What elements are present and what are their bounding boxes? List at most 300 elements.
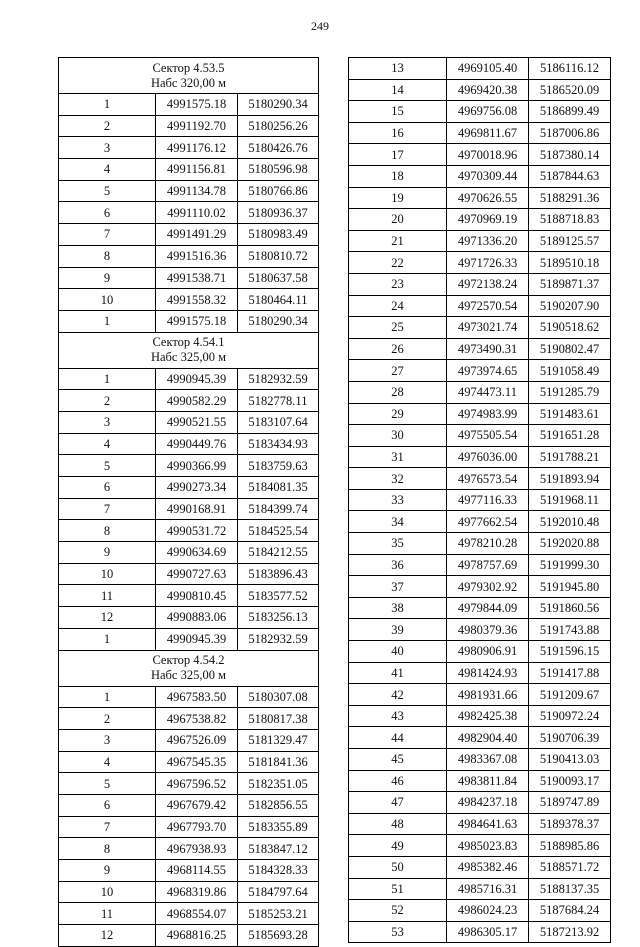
sector-header <box>59 58 319 94</box>
coordinate-y: 5191743.88 <box>529 619 611 641</box>
table-row <box>349 425 611 447</box>
coordinate-x: 4991516.36 <box>156 245 238 267</box>
table-row <box>59 411 319 433</box>
coordinate-x: 4981931.66 <box>447 684 529 706</box>
table-row <box>349 900 611 922</box>
sector-header-row <box>59 58 319 94</box>
coordinate-x: 4972138.24 <box>447 273 529 295</box>
coordinate-y: 5188718.83 <box>529 209 611 231</box>
coordinate-y: 5191058.49 <box>529 360 611 382</box>
point-number: 39 <box>349 619 447 641</box>
coordinate-y: 5191651.28 <box>529 425 611 447</box>
coordinate-x: 4967583.50 <box>156 686 238 708</box>
point-number: 4 <box>59 751 156 773</box>
point-number: 46 <box>349 770 447 792</box>
coordinate-y: 5180307.08 <box>238 686 319 708</box>
coordinate-y: 5180290.34 <box>238 310 319 332</box>
table-row <box>59 585 319 607</box>
table-row <box>349 684 611 706</box>
table-row <box>59 542 319 564</box>
point-number: 37 <box>349 576 447 598</box>
coordinates-table-left <box>58 57 319 947</box>
point-number: 22 <box>349 252 447 274</box>
table-row <box>349 165 611 187</box>
point-number: 1 <box>59 368 156 390</box>
point-number: 17 <box>349 144 447 166</box>
table-row <box>349 381 611 403</box>
coordinate-x: 4991538.71 <box>156 267 238 289</box>
coordinate-x: 4979302.92 <box>447 576 529 598</box>
point-number: 5 <box>59 773 156 795</box>
table-row <box>349 360 611 382</box>
coordinate-y: 5191483.61 <box>529 403 611 425</box>
coordinate-x: 4976573.54 <box>447 468 529 490</box>
coordinate-y: 5187006.86 <box>529 122 611 144</box>
coordinate-x: 4978210.28 <box>447 533 529 555</box>
table-row <box>59 433 319 455</box>
coordinate-x: 4967793.70 <box>156 816 238 838</box>
coordinate-y: 5184525.54 <box>238 520 319 542</box>
point-number: 29 <box>349 403 447 425</box>
coordinate-y: 5191788.21 <box>529 446 611 468</box>
coordinate-x: 4969420.38 <box>447 79 529 101</box>
point-number: 7 <box>59 816 156 838</box>
point-number: 8 <box>59 838 156 860</box>
table-row <box>59 628 319 650</box>
point-number: 26 <box>349 338 447 360</box>
table-row <box>349 187 611 209</box>
table-row <box>59 310 319 332</box>
point-number: 9 <box>59 267 156 289</box>
table-row <box>59 159 319 181</box>
point-number: 21 <box>349 230 447 252</box>
coordinate-y: 5192010.48 <box>529 511 611 533</box>
coordinate-x: 4973490.31 <box>447 338 529 360</box>
coordinate-y: 5189747.89 <box>529 792 611 814</box>
coordinate-y: 5190802.47 <box>529 338 611 360</box>
point-number: 14 <box>349 79 447 101</box>
table-row <box>59 607 319 629</box>
coordinate-y: 5182932.59 <box>238 368 319 390</box>
point-number: 6 <box>59 477 156 499</box>
coordinate-x: 4991558.32 <box>156 289 238 311</box>
point-number: 12 <box>59 607 156 629</box>
point-number: 15 <box>349 101 447 123</box>
coordinate-x: 4990168.91 <box>156 498 238 520</box>
coordinate-x: 4991192.70 <box>156 115 238 137</box>
point-number: 5 <box>59 180 156 202</box>
table-row <box>59 708 319 730</box>
table-row <box>349 79 611 101</box>
table-row <box>59 368 319 390</box>
table-row <box>59 751 319 773</box>
table-row <box>349 576 611 598</box>
sector-name: Сектор 4.54.2 <box>152 653 225 667</box>
point-number: 9 <box>59 860 156 882</box>
coordinate-y: 5184212.55 <box>238 542 319 564</box>
table-row <box>349 619 611 641</box>
coordinates-table-right <box>348 57 611 943</box>
point-number: 10 <box>59 563 156 585</box>
table-row <box>349 468 611 490</box>
coordinate-x: 4985716.31 <box>447 878 529 900</box>
table-row <box>349 749 611 771</box>
point-number: 49 <box>349 835 447 857</box>
table-row <box>59 289 319 311</box>
point-number: 48 <box>349 813 447 835</box>
point-number: 35 <box>349 533 447 555</box>
coordinate-x: 4979844.09 <box>447 597 529 619</box>
point-number: 51 <box>349 878 447 900</box>
point-number: 52 <box>349 900 447 922</box>
coordinate-y: 5180290.34 <box>238 94 319 116</box>
table-row <box>59 498 319 520</box>
coordinate-y: 5180596.98 <box>238 159 319 181</box>
coordinate-y: 5191860.56 <box>529 597 611 619</box>
sector-header-row <box>59 650 319 686</box>
coordinate-y: 5191893.94 <box>529 468 611 490</box>
point-number: 27 <box>349 360 447 382</box>
coordinate-x: 4973021.74 <box>447 317 529 339</box>
table-row <box>59 563 319 585</box>
point-number: 11 <box>59 585 156 607</box>
table-row <box>349 641 611 663</box>
table-row <box>349 489 611 511</box>
table-row <box>59 202 319 224</box>
table-row <box>59 390 319 412</box>
coordinate-x: 4991575.18 <box>156 310 238 332</box>
coordinate-y: 5187684.24 <box>529 900 611 922</box>
coordinate-x: 4990883.06 <box>156 607 238 629</box>
point-number: 4 <box>59 159 156 181</box>
coordinate-y: 5190972.24 <box>529 705 611 727</box>
point-number: 8 <box>59 245 156 267</box>
coordinate-x: 4991156.81 <box>156 159 238 181</box>
table-row <box>59 137 319 159</box>
coordinate-x: 4991491.29 <box>156 224 238 246</box>
coordinate-y: 5191417.88 <box>529 662 611 684</box>
coordinate-y: 5180983.49 <box>238 224 319 246</box>
point-number: 4 <box>59 433 156 455</box>
table-row <box>349 317 611 339</box>
coordinate-y: 5191285.79 <box>529 381 611 403</box>
sector-name: Сектор 4.54.1 <box>152 335 225 350</box>
coordinate-y: 5183896.43 <box>238 563 319 585</box>
table-row <box>59 860 319 882</box>
table-row <box>349 58 611 80</box>
coordinate-x: 4980906.91 <box>447 641 529 663</box>
point-number: 18 <box>349 165 447 187</box>
table-row <box>59 180 319 202</box>
table-row <box>59 816 319 838</box>
coordinate-x: 4984237.18 <box>447 792 529 814</box>
table-row <box>349 144 611 166</box>
table-row <box>59 686 319 708</box>
point-number: 53 <box>349 921 447 943</box>
point-number: 8 <box>59 520 156 542</box>
coordinate-y: 5186116.12 <box>529 58 611 80</box>
table-row <box>59 477 319 499</box>
coordinate-y: 5180464.11 <box>238 289 319 311</box>
coordinate-y: 5189510.18 <box>529 252 611 274</box>
coordinate-y: 5187380.14 <box>529 144 611 166</box>
point-number: 47 <box>349 792 447 814</box>
point-number: 2 <box>59 390 156 412</box>
coordinate-y: 5180256.26 <box>238 115 319 137</box>
coordinate-y: 5190207.90 <box>529 295 611 317</box>
table-row <box>59 267 319 289</box>
coordinate-y: 5180817.38 <box>238 708 319 730</box>
point-number: 10 <box>59 881 156 903</box>
coordinate-x: 4967938.93 <box>156 838 238 860</box>
table-row <box>349 273 611 295</box>
coordinate-x: 4967538.82 <box>156 708 238 730</box>
table-row <box>59 838 319 860</box>
point-number: 33 <box>349 489 447 511</box>
coordinate-x: 4971726.33 <box>447 252 529 274</box>
coordinate-y: 5185253.21 <box>238 903 319 925</box>
table-row <box>59 245 319 267</box>
point-number: 10 <box>59 289 156 311</box>
point-number: 25 <box>349 317 447 339</box>
coordinate-x: 4967596.52 <box>156 773 238 795</box>
table-row <box>59 794 319 816</box>
point-number: 5 <box>59 455 156 477</box>
point-number: 3 <box>59 137 156 159</box>
coordinate-x: 4971336.20 <box>447 230 529 252</box>
sector-name: Сектор 4.53.5 <box>152 60 225 75</box>
coordinate-y: 5188985.86 <box>529 835 611 857</box>
coordinate-y: 5188571.72 <box>529 856 611 878</box>
coordinate-y: 5183355.89 <box>238 816 319 838</box>
point-number: 13 <box>349 58 447 80</box>
table-row <box>349 835 611 857</box>
table-row <box>349 209 611 231</box>
coordinate-x: 4977116.33 <box>447 489 529 511</box>
table-row <box>59 455 319 477</box>
coordinate-y: 5187844.63 <box>529 165 611 187</box>
point-number: 1 <box>59 310 156 332</box>
table-row <box>59 115 319 137</box>
table-row <box>349 705 611 727</box>
point-number: 1 <box>59 628 156 650</box>
table-row <box>349 813 611 835</box>
coordinate-x: 4990727.63 <box>156 563 238 585</box>
table-row <box>349 230 611 252</box>
coordinate-x: 4991176.12 <box>156 137 238 159</box>
coordinate-x: 4972570.54 <box>447 295 529 317</box>
point-number: 31 <box>349 446 447 468</box>
table-row <box>59 903 319 925</box>
table-row <box>59 520 319 542</box>
coordinate-x: 4990366.99 <box>156 455 238 477</box>
table-row <box>349 856 611 878</box>
coordinate-y: 5190706.39 <box>529 727 611 749</box>
coordinate-x: 4978757.69 <box>447 554 529 576</box>
coordinate-y: 5182856.55 <box>238 794 319 816</box>
coordinate-y: 5191945.80 <box>529 576 611 598</box>
sector-header-row <box>59 332 319 368</box>
point-number: 1 <box>59 686 156 708</box>
point-number: 2 <box>59 708 156 730</box>
point-number: 41 <box>349 662 447 684</box>
coordinate-y: 5187213.92 <box>529 921 611 943</box>
coordinate-y: 5184797.64 <box>238 881 319 903</box>
coordinate-x: 4975505.54 <box>447 425 529 447</box>
table-row <box>59 925 319 947</box>
table-row <box>59 729 319 751</box>
coordinate-y: 5180766.86 <box>238 180 319 202</box>
table-row <box>349 295 611 317</box>
table-row <box>349 792 611 814</box>
coordinate-x: 4990810.45 <box>156 585 238 607</box>
point-number: 40 <box>349 641 447 663</box>
sector-header <box>59 332 319 368</box>
coordinate-x: 4990521.55 <box>156 411 238 433</box>
coordinate-x: 4967545.35 <box>156 751 238 773</box>
sector-height: Набс 325,00 м <box>150 668 227 682</box>
coordinate-x: 4985023.83 <box>447 835 529 857</box>
coordinate-y: 5184399.74 <box>238 498 319 520</box>
coordinate-x: 4974473.11 <box>447 381 529 403</box>
coordinate-y: 5188137.35 <box>529 878 611 900</box>
coordinate-x: 4970309.44 <box>447 165 529 187</box>
coordinate-x: 4974983.99 <box>447 403 529 425</box>
table-row <box>349 533 611 555</box>
point-number: 50 <box>349 856 447 878</box>
coordinate-y: 5183847.12 <box>238 838 319 860</box>
coordinate-x: 4968816.25 <box>156 925 238 947</box>
coordinate-x: 4967526.09 <box>156 729 238 751</box>
coordinate-x: 4982425.38 <box>447 705 529 727</box>
coordinate-y: 5182351.05 <box>238 773 319 795</box>
point-number: 42 <box>349 684 447 706</box>
coordinate-y: 5191596.15 <box>529 641 611 663</box>
coordinate-y: 5183577.52 <box>238 585 319 607</box>
table-row <box>59 94 319 116</box>
point-number: 1 <box>59 94 156 116</box>
point-number: 11 <box>59 903 156 925</box>
coordinate-y: 5186520.09 <box>529 79 611 101</box>
point-number: 28 <box>349 381 447 403</box>
point-number: 32 <box>349 468 447 490</box>
table-row <box>59 881 319 903</box>
coordinate-y: 5192020.88 <box>529 533 611 555</box>
coordinate-y: 5184328.33 <box>238 860 319 882</box>
coordinate-x: 4990945.39 <box>156 628 238 650</box>
coordinate-x: 4970969.19 <box>447 209 529 231</box>
coordinate-x: 4990945.39 <box>156 368 238 390</box>
coordinate-y: 5183759.63 <box>238 455 319 477</box>
coordinate-y: 5186899.49 <box>529 101 611 123</box>
coordinate-x: 4990273.34 <box>156 477 238 499</box>
coordinate-y: 5190093.17 <box>529 770 611 792</box>
coordinate-x: 4990582.29 <box>156 390 238 412</box>
coordinate-x: 4977662.54 <box>447 511 529 533</box>
table-row <box>349 403 611 425</box>
coordinate-y: 5189871.37 <box>529 273 611 295</box>
table-row <box>59 773 319 795</box>
page-number: 249 <box>311 19 329 33</box>
coordinate-y: 5189378.37 <box>529 813 611 835</box>
coordinate-x: 4990449.76 <box>156 433 238 455</box>
coordinate-y: 5183256.13 <box>238 607 319 629</box>
coordinate-x: 4968554.07 <box>156 903 238 925</box>
point-number: 20 <box>349 209 447 231</box>
table-row <box>349 122 611 144</box>
coordinate-x: 4991110.02 <box>156 202 238 224</box>
coordinate-x: 4985382.46 <box>447 856 529 878</box>
point-number: 6 <box>59 202 156 224</box>
point-number: 19 <box>349 187 447 209</box>
coordinate-y: 5189125.57 <box>529 230 611 252</box>
coordinate-x: 4968319.86 <box>156 881 238 903</box>
coordinate-x: 4969811.67 <box>447 122 529 144</box>
coordinate-x: 4968114.55 <box>156 860 238 882</box>
coordinate-y: 5184081.35 <box>238 477 319 499</box>
coordinate-x: 4976036.00 <box>447 446 529 468</box>
coordinate-y: 5180637.58 <box>238 267 319 289</box>
point-number: 45 <box>349 749 447 771</box>
point-number: 24 <box>349 295 447 317</box>
coordinate-y: 5190518.62 <box>529 317 611 339</box>
coordinate-y: 5180810.72 <box>238 245 319 267</box>
point-number: 16 <box>349 122 447 144</box>
coordinate-y: 5185693.28 <box>238 925 319 947</box>
point-number: 3 <box>59 729 156 751</box>
coordinate-y: 5191968.11 <box>529 489 611 511</box>
table-row <box>349 252 611 274</box>
point-number: 12 <box>59 925 156 947</box>
coordinate-x: 4986305.17 <box>447 921 529 943</box>
coordinate-x: 4969756.08 <box>447 101 529 123</box>
coordinate-y: 5181841.36 <box>238 751 319 773</box>
sector-header <box>59 650 319 686</box>
coordinate-x: 4981424.93 <box>447 662 529 684</box>
sector-height: Набс 320,00 м <box>150 75 227 90</box>
table-row <box>349 338 611 360</box>
table-row <box>59 224 319 246</box>
coordinate-x: 4991575.18 <box>156 94 238 116</box>
table-row <box>349 770 611 792</box>
coordinate-x: 4982904.40 <box>447 727 529 749</box>
coordinate-x: 4990634.69 <box>156 542 238 564</box>
point-number: 30 <box>349 425 447 447</box>
table-row <box>349 662 611 684</box>
coordinate-y: 5190413.03 <box>529 749 611 771</box>
coordinate-x: 4973974.65 <box>447 360 529 382</box>
table-row <box>349 597 611 619</box>
coordinate-y: 5191209.67 <box>529 684 611 706</box>
coordinate-x: 4969105.40 <box>447 58 529 80</box>
coordinate-x: 4980379.36 <box>447 619 529 641</box>
coordinate-x: 4970018.96 <box>447 144 529 166</box>
point-number: 7 <box>59 224 156 246</box>
point-number: 23 <box>349 273 447 295</box>
table-row <box>349 554 611 576</box>
coordinate-x: 4990531.72 <box>156 520 238 542</box>
coordinate-y: 5180936.37 <box>238 202 319 224</box>
coordinate-x: 4967679.42 <box>156 794 238 816</box>
coordinate-y: 5181329.47 <box>238 729 319 751</box>
point-number: 38 <box>349 597 447 619</box>
point-number: 36 <box>349 554 447 576</box>
table-row <box>349 511 611 533</box>
coordinate-y: 5188291.36 <box>529 187 611 209</box>
coordinate-x: 4991134.78 <box>156 180 238 202</box>
coordinate-y: 5180426.76 <box>238 137 319 159</box>
coordinate-x: 4983367.08 <box>447 749 529 771</box>
